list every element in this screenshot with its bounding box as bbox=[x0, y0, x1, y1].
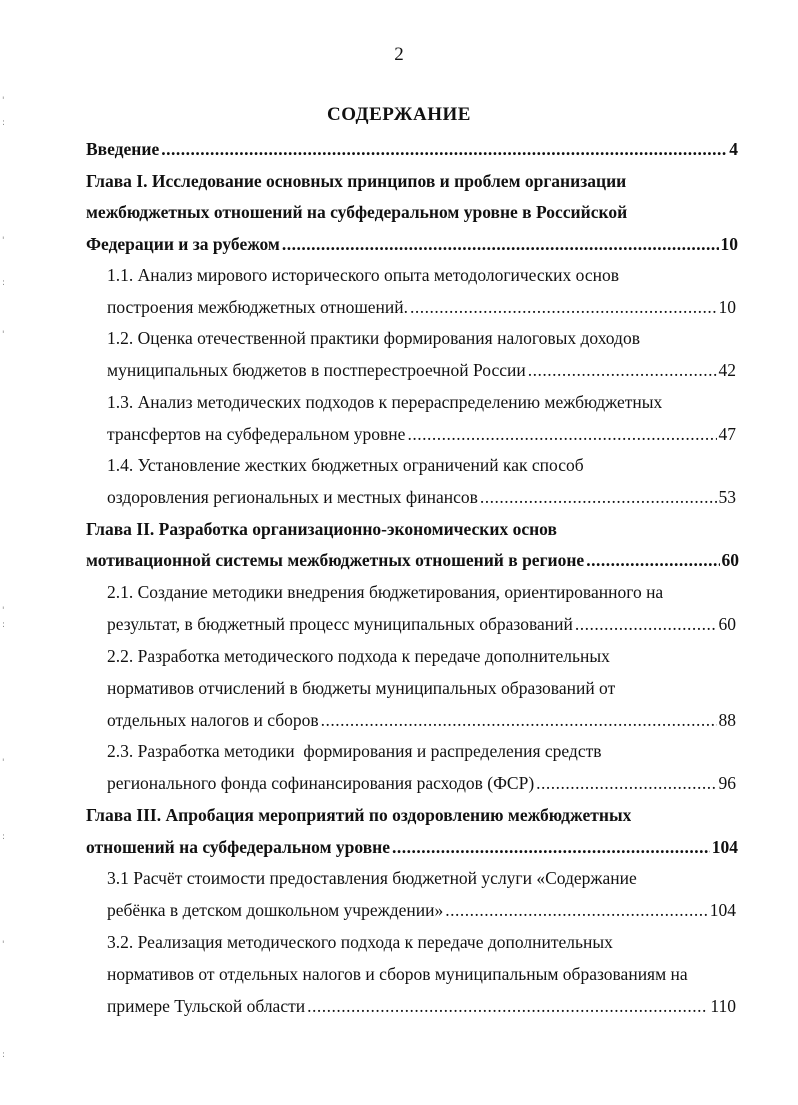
toc-entry-text: Глава II. Разработка организационно-экономических основ bbox=[86, 519, 557, 539]
toc-section-2-3-line-2[interactable] bbox=[107, 772, 736, 794]
toc-section-2-2-line-1[interactable] bbox=[107, 645, 610, 667]
toc-section-1-1-line-1[interactable] bbox=[107, 264, 619, 286]
dot-leader bbox=[282, 233, 719, 255]
toc-chapter-2-line-2[interactable] bbox=[86, 549, 739, 571]
toc-section-1-3-line-1[interactable] bbox=[107, 391, 662, 413]
toc-entry-text: 1.3. Анализ методических подходов к перераспределению межбюджетных bbox=[107, 392, 663, 412]
toc-entry-text: построения межбюджетных отношений. bbox=[107, 297, 409, 317]
toc-entry-introduction[interactable] bbox=[86, 138, 738, 160]
toc-entry-page: 42 bbox=[718, 360, 736, 380]
toc-entry-text: отношений на субфедеральном уровне bbox=[86, 837, 390, 857]
toc-title: СОДЕРЖАНИЕ bbox=[327, 104, 471, 125]
toc-chapter-2-line-1[interactable] bbox=[86, 518, 557, 540]
dot-leader bbox=[307, 995, 708, 1017]
toc-entry-text: результат, в бюджетный процесс муниципальных образований bbox=[107, 614, 573, 634]
toc-entry-text: межбюджетных отношений на субфедеральном уровне в Российской bbox=[86, 202, 628, 222]
toc-entry-page: 104 bbox=[711, 837, 738, 857]
page-number: 2 bbox=[394, 44, 404, 65]
dot-leader bbox=[445, 899, 708, 921]
toc-section-1-2-line-2[interactable] bbox=[107, 359, 736, 381]
dot-leader bbox=[480, 486, 717, 508]
toc-entry-text: муниципальных бюджетов в постперестроечной России bbox=[107, 360, 526, 380]
toc-entry-page: 60 bbox=[721, 550, 739, 570]
toc-entry-page: 10 bbox=[718, 297, 736, 317]
toc-section-2-2-line-3[interactable] bbox=[107, 709, 736, 731]
toc-entry-page: 88 bbox=[718, 710, 736, 730]
toc-section-1-1-line-2[interactable] bbox=[107, 296, 736, 318]
toc-entry-text: Федерации и за рубежом bbox=[86, 234, 280, 254]
toc-entry-text: Глава III. Апробация мероприятий по оздоровлению межбюджетных bbox=[86, 805, 632, 825]
toc-entry-text: ребёнка в детском дошкольном учреждении» bbox=[107, 900, 444, 920]
toc-entry-page: 4 bbox=[729, 139, 738, 159]
dot-leader bbox=[321, 709, 717, 731]
toc-entry-page: 110 bbox=[710, 996, 736, 1016]
toc-entry-page: 96 bbox=[718, 773, 736, 793]
dot-leader bbox=[528, 359, 717, 381]
toc-chapter-3-line-2[interactable] bbox=[86, 836, 738, 858]
dot-leader bbox=[407, 423, 716, 445]
toc-entry-text: 3.1 Расчёт стоимости предоставления бюджетной услуги «Содержание bbox=[107, 868, 637, 888]
toc-entry-page: 104 bbox=[709, 900, 736, 920]
toc-section-3-2-line-2[interactable] bbox=[107, 963, 688, 985]
toc-entry-text: 2.1. Создание методики внедрения бюджетирования, ориентированного на bbox=[107, 582, 664, 602]
toc-entry-page: 60 bbox=[718, 614, 736, 634]
toc-section-1-3-line-2[interactable] bbox=[107, 423, 736, 445]
toc-entry-text: 1.2. Оценка отечественной практики формирования налоговых доходов bbox=[107, 328, 640, 348]
toc-section-2-1-line-2[interactable] bbox=[107, 613, 736, 635]
toc-section-1-4-line-2[interactable] bbox=[107, 486, 736, 508]
scan-margin-marks: ' : ' : ' ' : ' : ' : bbox=[2, 96, 6, 1060]
toc-entry-text: примере Тульской области bbox=[107, 996, 306, 1016]
toc-chapter-3-line-1[interactable] bbox=[86, 804, 631, 826]
dot-leader bbox=[410, 296, 716, 318]
toc-entry-text: нормативов от отдельных налогов и сборов муниципальным образованиям на bbox=[107, 964, 688, 984]
dot-leader bbox=[575, 613, 717, 635]
toc-entry-page: 47 bbox=[718, 424, 736, 444]
toc-section-1-4-line-1[interactable] bbox=[107, 454, 584, 476]
toc-entry-text: 3.2. Реализация методического подхода к передаче дополнительных bbox=[107, 932, 613, 952]
toc-entry-text: 2.3. Разработка методики формирования и распределения средств bbox=[107, 741, 602, 761]
toc-entry-text: 1.1. Анализ мирового исторического опыта методологических основ bbox=[107, 265, 619, 285]
dot-leader bbox=[392, 836, 710, 858]
toc-entry-text: нормативов отчислений в бюджеты муниципальных образований от bbox=[107, 678, 616, 698]
toc-section-2-2-line-2[interactable] bbox=[107, 677, 615, 699]
dot-leader bbox=[161, 138, 727, 160]
toc-section-3-2-line-3[interactable] bbox=[107, 995, 736, 1017]
dot-leader bbox=[586, 549, 719, 571]
dot-leader bbox=[536, 772, 716, 794]
toc-entry-text: мотивационной системы межбюджетных отношений в регионе bbox=[86, 550, 585, 570]
toc-entry-text: трансфертов на субфедеральном уровне bbox=[107, 424, 406, 444]
toc-entry-text: Глава I. Исследование основных принципов и проблем организации bbox=[86, 171, 627, 191]
toc-entry-text: 2.2. Разработка методического подхода к передаче дополнительных bbox=[107, 646, 610, 666]
toc-entry-text: отдельных налогов и сборов bbox=[107, 710, 319, 730]
toc-chapter-1-line-2[interactable] bbox=[86, 201, 627, 223]
toc-section-2-3-line-1[interactable] bbox=[107, 740, 602, 762]
toc-entry-text: регионального фонда софинансирования расходов (ФСР) bbox=[107, 773, 535, 793]
toc-entry-text: оздоровления региональных и местных финансов bbox=[107, 487, 478, 507]
toc-entry-page: 53 bbox=[718, 487, 736, 507]
toc-section-1-2-line-1[interactable] bbox=[107, 327, 640, 349]
toc-section-3-1-line-2[interactable] bbox=[107, 899, 736, 921]
toc-section-3-2-line-1[interactable] bbox=[107, 931, 613, 953]
toc-entry-page: 10 bbox=[720, 234, 738, 254]
toc-section-3-1-line-1[interactable] bbox=[107, 867, 637, 889]
toc-entry-text: 1.4. Установление жестких бюджетных ограничений как способ bbox=[107, 455, 584, 475]
toc-chapter-1-line-1[interactable] bbox=[86, 170, 626, 192]
toc-section-2-1-line-1[interactable] bbox=[107, 581, 663, 603]
toc-chapter-1-line-3[interactable] bbox=[86, 233, 738, 255]
toc-entry-text: Введение bbox=[86, 139, 160, 159]
